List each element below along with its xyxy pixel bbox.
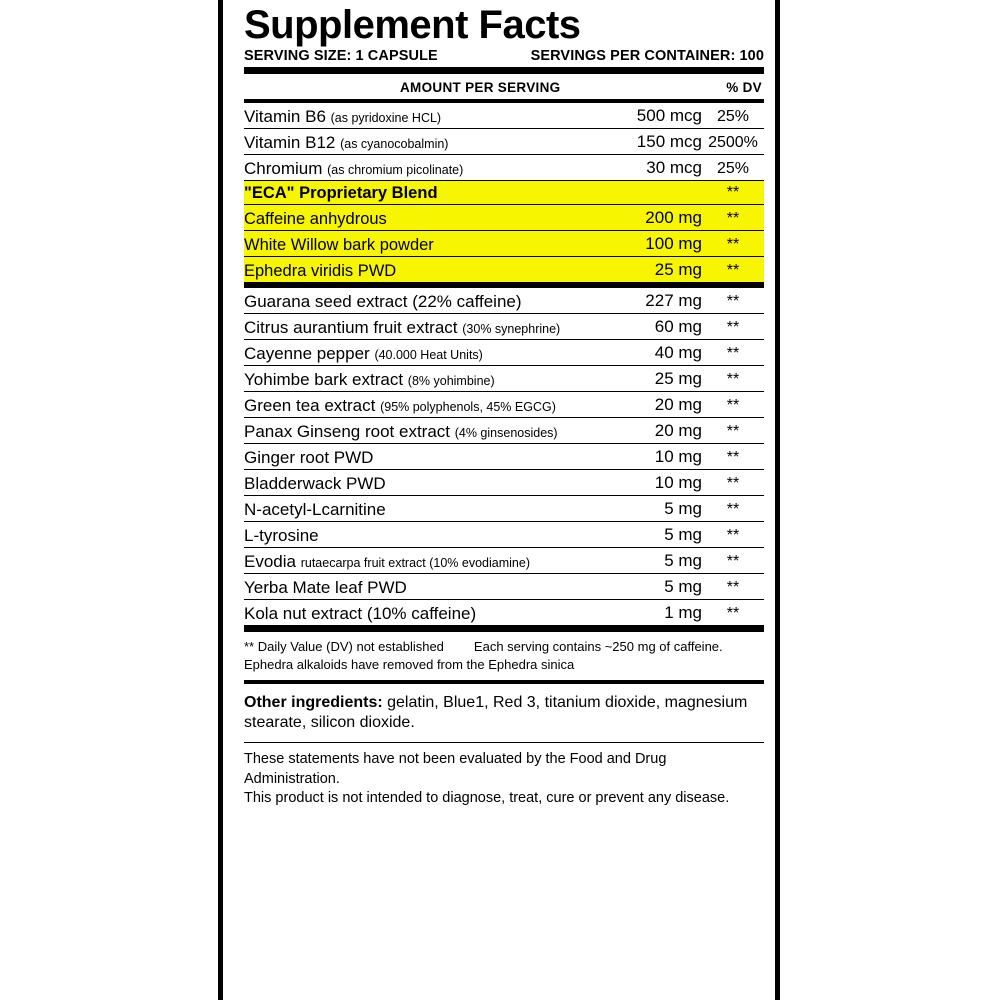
- ingredient-dv: **: [702, 574, 764, 600]
- ingredient-amount: 5 mg: [582, 496, 702, 522]
- ingredient-amount: 5 mg: [582, 574, 702, 600]
- table-row: [244, 366, 764, 392]
- ingredient-dv: **: [702, 366, 764, 392]
- table-row: [244, 340, 764, 366]
- ingredient-amount: 40 mg: [582, 340, 702, 366]
- ingredient-dv: **: [702, 522, 764, 548]
- column-headers: [244, 74, 764, 99]
- ingredient-name: Evodia rutaecarpa fruit extract (10% evodiamine): [244, 548, 582, 574]
- ingredient-name: Chromium (as chromium picolinate): [244, 155, 582, 181]
- ingredient-name: Ginger root PWD: [244, 444, 582, 470]
- table-row: [244, 600, 764, 629]
- ingredient-dv: **: [702, 285, 764, 314]
- header-percent-dv: % DV: [726, 80, 762, 95]
- ingredient-amount: 5 mg: [582, 548, 702, 574]
- ingredient-detail: (as pyridoxine HCL): [330, 110, 442, 125]
- ingredient-name: Bladderwack PWD: [244, 470, 582, 496]
- ingredient-detail: rutaecarpa fruit extract (10% evodiamine): [300, 556, 530, 571]
- ingredient-dv: **: [702, 340, 764, 366]
- ingredient-name: Cayenne pepper (40.000 Heat Units): [244, 340, 582, 366]
- page-title: Supplement Facts: [244, 3, 581, 47]
- label-content: [228, 0, 776, 813]
- fda-disclaimer: [244, 743, 764, 813]
- ingredient-amount: 150 mcg: [582, 129, 702, 155]
- ingredient-amount: 30 mcg: [582, 155, 702, 181]
- table-row: [244, 285, 764, 314]
- ingredient-dv: **: [702, 181, 764, 205]
- table-row: [244, 392, 764, 418]
- footnotes: [244, 632, 764, 679]
- ingredient-amount: 1 mg: [582, 600, 702, 629]
- table-row: [244, 257, 764, 286]
- ingredient-dv: **: [702, 231, 764, 257]
- ingredient-name: "ECA" Proprietary Blend: [244, 181, 582, 205]
- servings-per-container: SERVINGS PER CONTAINER: 100: [530, 48, 764, 64]
- ingredient-dv: **: [702, 444, 764, 470]
- ingredient-detail: (30% synephrine): [462, 322, 561, 337]
- ingredient-amount: 20 mg: [582, 418, 702, 444]
- ingredient-name: L-tyrosine: [244, 522, 582, 548]
- table-row: [244, 231, 764, 257]
- table-row: [244, 444, 764, 470]
- ingredient-dv: **: [702, 314, 764, 340]
- ingredient-name: Yohimbe bark extract (8% yohimbine): [244, 366, 582, 392]
- ingredient-name: White Willow bark powder: [244, 231, 582, 257]
- ingredient-detail: (8% yohimbine): [407, 374, 495, 389]
- ingredient-amount: 200 mg: [582, 205, 702, 231]
- ingredient-detail: (95% polyphenols, 45% EGCG): [380, 400, 556, 415]
- table-row: [244, 574, 764, 600]
- table-row: [244, 181, 764, 205]
- ingredient-name: Yerba Mate leaf PWD: [244, 574, 582, 600]
- ingredient-name: Ephedra viridis PWD: [244, 257, 582, 286]
- header-amount-per-serving: AMOUNT PER SERVING: [400, 80, 561, 95]
- ingredients-table: [244, 103, 764, 632]
- table-row: [244, 418, 764, 444]
- ingredient-detail: (as chromium picolinate): [327, 162, 464, 177]
- ingredient-amount: 25 mg: [582, 257, 702, 286]
- ingredient-dv: **: [702, 257, 764, 286]
- ingredient-dv: **: [702, 600, 764, 629]
- ingredient-dv: 2500%: [702, 129, 764, 155]
- footnote-caffeine: Each serving contains ~250 mg of caffeine.: [473, 639, 723, 655]
- disclaimer-line-2: This product is not intended to diagnose, treat, cure or prevent any disease.: [244, 790, 730, 807]
- ingredient-dv: **: [702, 392, 764, 418]
- ingredient-name: Green tea extract (95% polyphenols, 45% EGCG): [244, 392, 582, 418]
- ingredient-name: Panax Ginseng root extract (4% ginsenosides): [244, 418, 582, 444]
- table-row: [244, 314, 764, 340]
- ingredient-amount: 100 mg: [582, 231, 702, 257]
- ingredient-detail: (as cyanocobalmin): [340, 136, 449, 151]
- serving-info: [244, 48, 764, 67]
- table-row: [244, 496, 764, 522]
- ingredient-name: Caffeine anhydrous: [244, 205, 582, 231]
- divider-top: [244, 67, 764, 74]
- table-row: [244, 205, 764, 231]
- ingredient-dv: **: [702, 205, 764, 231]
- ingredient-name: N-acetyl-Lcarnitine: [244, 496, 582, 522]
- ingredient-dv: 25%: [702, 155, 764, 181]
- ingredient-dv: 25%: [702, 103, 764, 129]
- ingredient-amount: 10 mg: [582, 444, 702, 470]
- ingredient-name: Citrus aurantium fruit extract (30% synephrine): [244, 314, 582, 340]
- table-row: [244, 129, 764, 155]
- ingredient-dv: **: [702, 548, 764, 574]
- ingredient-amount: 500 mcg: [582, 103, 702, 129]
- other-ingredients-label: Other ingredients:: [244, 693, 383, 711]
- ingredient-dv: **: [702, 470, 764, 496]
- table-row: [244, 548, 764, 574]
- table-row: [244, 522, 764, 548]
- table-row: [244, 470, 764, 496]
- table-row: [244, 155, 764, 181]
- ingredient-amount: 227 mg: [582, 285, 702, 314]
- other-ingredients-text: gelatin, Blue1, Red 3, titanium dioxide, magnesium stearate, silicon dioxide.: [244, 693, 748, 732]
- ingredient-amount: 5 mg: [582, 522, 702, 548]
- ingredient-dv: **: [702, 496, 764, 522]
- ingredient-amount: 10 mg: [582, 470, 702, 496]
- ingredient-amount: 60 mg: [582, 314, 702, 340]
- ingredient-dv: **: [702, 418, 764, 444]
- table-row: [244, 103, 764, 129]
- ingredient-amount: 20 mg: [582, 392, 702, 418]
- other-ingredients: [244, 684, 764, 743]
- disclaimer-line-1: These statements have not been evaluated by the Food and Drug Administration.: [244, 751, 667, 787]
- ingredient-detail: (4% ginsenosides): [454, 426, 558, 441]
- ingredient-name: Vitamin B6 (as pyridoxine HCL): [244, 103, 582, 129]
- footnote-ephedra: Ephedra alkaloids have removed from the Ephedra sinica: [244, 657, 575, 673]
- ingredient-name: Vitamin B12 (as cyanocobalmin): [244, 129, 582, 155]
- ingredient-amount: 25 mg: [582, 366, 702, 392]
- ingredient-detail: (40.000 Heat Units): [374, 348, 483, 363]
- ingredient-name: Guarana seed extract (22% caffeine): [244, 285, 582, 314]
- ingredient-amount: [582, 181, 702, 205]
- ingredient-name: Kola nut extract (10% caffeine): [244, 600, 582, 629]
- serving-size: SERVING SIZE: 1 CAPSULE: [244, 48, 438, 64]
- footnote-dv: ** Daily Value (DV) not established: [244, 639, 444, 655]
